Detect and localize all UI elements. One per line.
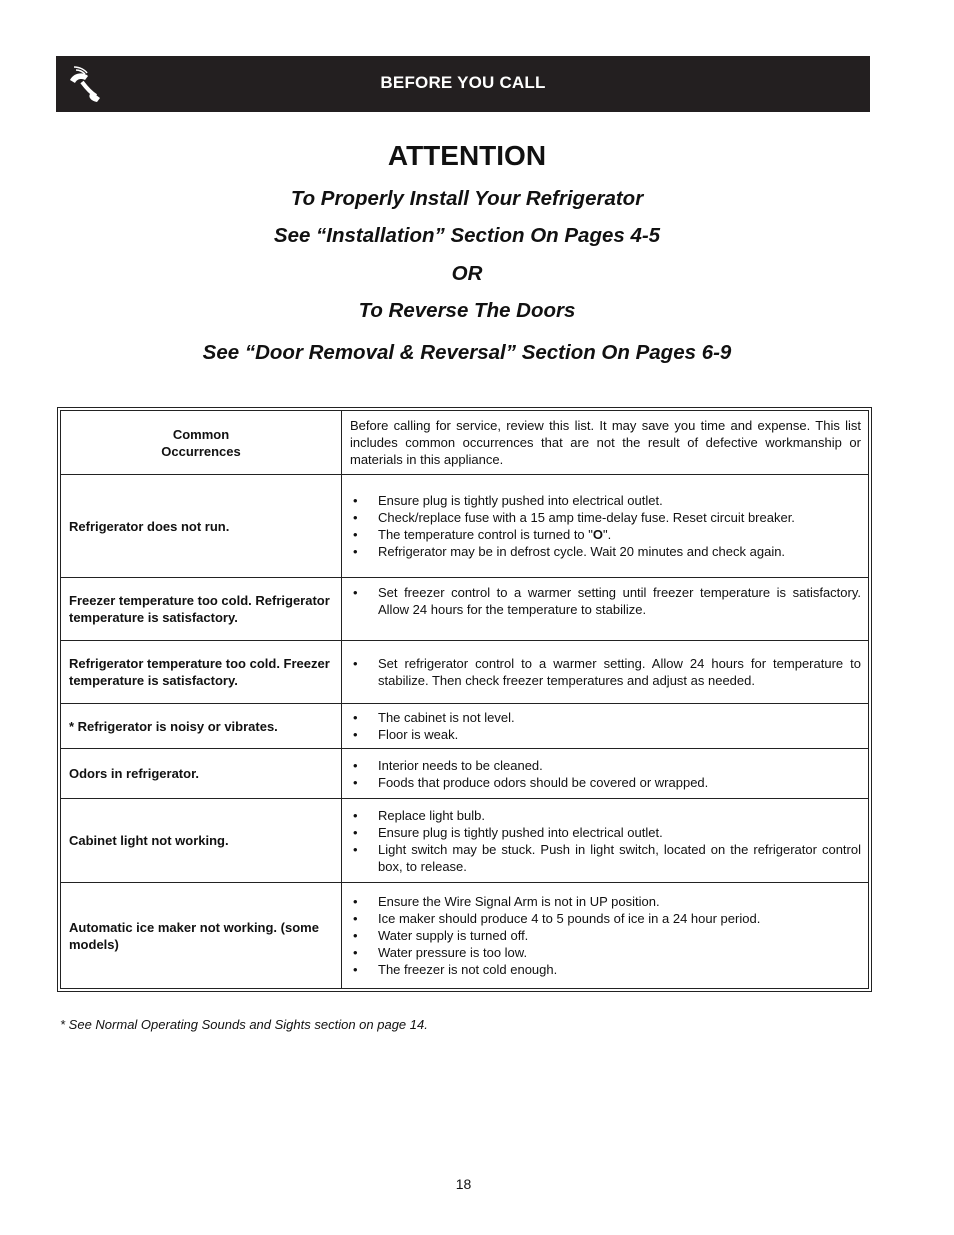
header-label-line: Occurrences bbox=[161, 443, 241, 459]
list-item: • Ensure plug is tightly pushed into electrical outlet. bbox=[350, 492, 861, 509]
table-row bbox=[61, 641, 869, 704]
solutions-cell bbox=[342, 578, 869, 641]
list-item: • Set freezer control to a warmer setting until freezer temperature is satisfactory. Allow 24 hours for the temperature to stabilize. bbox=[350, 584, 861, 618]
solutions-cell bbox=[342, 799, 869, 883]
header-intro-text: Before calling for service, review this list. It may save you time and expense. This list includes common occurrences that are not the result of defective workmanship or materials in this appliance. bbox=[342, 411, 869, 475]
control-setting-o: O bbox=[592, 527, 604, 542]
footnote: * See Normal Operating Sounds and Sights section on page 14. bbox=[60, 1017, 428, 1032]
problem-cell: Odors in refrigerator. bbox=[61, 749, 342, 799]
table-header-row bbox=[61, 411, 869, 475]
list-item bbox=[350, 526, 861, 543]
problem-cell: Refrigerator does not run. bbox=[61, 475, 342, 578]
section-header-bar bbox=[56, 56, 870, 112]
list-item: • Replace light bulb. bbox=[350, 807, 861, 824]
list-item: • Set refrigerator control to a warmer setting. Allow 24 hours for temperature to stabilize. Then check freezer temperatures and adjust as needed. bbox=[350, 655, 861, 689]
solutions-cell bbox=[342, 749, 869, 799]
list-item: • The freezer is not cold enough. bbox=[350, 961, 861, 978]
list-item: • Water supply is turned off. bbox=[350, 927, 861, 944]
page-number: 18 bbox=[455, 1176, 472, 1192]
solutions-cell bbox=[342, 704, 869, 749]
solutions-cell bbox=[342, 883, 869, 989]
problem-cell: * Refrigerator is noisy or vibrates. bbox=[61, 704, 342, 749]
attention-line-or: OR bbox=[451, 262, 483, 285]
list-item: • Floor is weak. bbox=[350, 726, 861, 743]
list-item: • Interior needs to be cleaned. bbox=[350, 757, 861, 774]
section-title: BEFORE YOU CALL bbox=[380, 73, 546, 92]
attention-heading: ATTENTION bbox=[387, 140, 547, 171]
list-item: • Ensure the Wire Signal Arm is not in UP position. bbox=[350, 893, 861, 910]
attention-line-reverse-pages: See “Door Removal & Reversal” Section On Pages 6-9 bbox=[202, 341, 732, 364]
list-item: • Check/replace fuse with a 15 amp time-delay fuse. Reset circuit breaker. bbox=[350, 509, 861, 526]
problem-cell: Cabinet light not working. bbox=[61, 799, 342, 883]
list-item: • Water pressure is too low. bbox=[350, 944, 861, 961]
header-label-line: Common bbox=[172, 426, 230, 442]
list-item: • Ice maker should produce 4 to 5 pounds of ice in a 24 hour period. bbox=[350, 910, 861, 927]
list-item: • Foods that produce odors should be covered or wrapped. bbox=[350, 774, 861, 791]
attention-line-install: To Properly Install Your Refrigerator bbox=[290, 187, 644, 210]
solutions-cell bbox=[342, 641, 869, 704]
list-item: • Ensure plug is tightly pushed into electrical outlet. bbox=[350, 824, 861, 841]
table-row bbox=[61, 475, 869, 578]
list-item: • The cabinet is not level. bbox=[350, 709, 861, 726]
problem-cell: Automatic ice maker not working. (some models) bbox=[61, 883, 342, 989]
table-row bbox=[61, 799, 869, 883]
table-row bbox=[61, 749, 869, 799]
troubleshooting-table bbox=[57, 407, 872, 992]
header-common-occurrences bbox=[61, 411, 342, 475]
list-item: • Refrigerator may be in defrost cycle. Wait 20 minutes and check again. bbox=[350, 543, 861, 560]
table-row bbox=[61, 704, 869, 749]
list-item: • Light switch may be stuck. Push in light switch, located on the refrigerator control box, to release. bbox=[350, 841, 861, 875]
list-item-text: The temperature control is turned to "O". bbox=[378, 527, 612, 542]
problem-cell: Freezer temperature too cold. Refrigerator temperature is satisfactory. bbox=[61, 578, 342, 641]
solutions-cell bbox=[342, 475, 869, 578]
table-row bbox=[61, 883, 869, 989]
table-row bbox=[61, 578, 869, 641]
problem-cell: Refrigerator temperature too cold. Freezer temperature is satisfactory. bbox=[61, 641, 342, 704]
attention-line-reverse: To Reverse The Doors bbox=[358, 299, 576, 322]
attention-line-install-pages: See “Installation” Section On Pages 4-5 bbox=[273, 224, 661, 247]
